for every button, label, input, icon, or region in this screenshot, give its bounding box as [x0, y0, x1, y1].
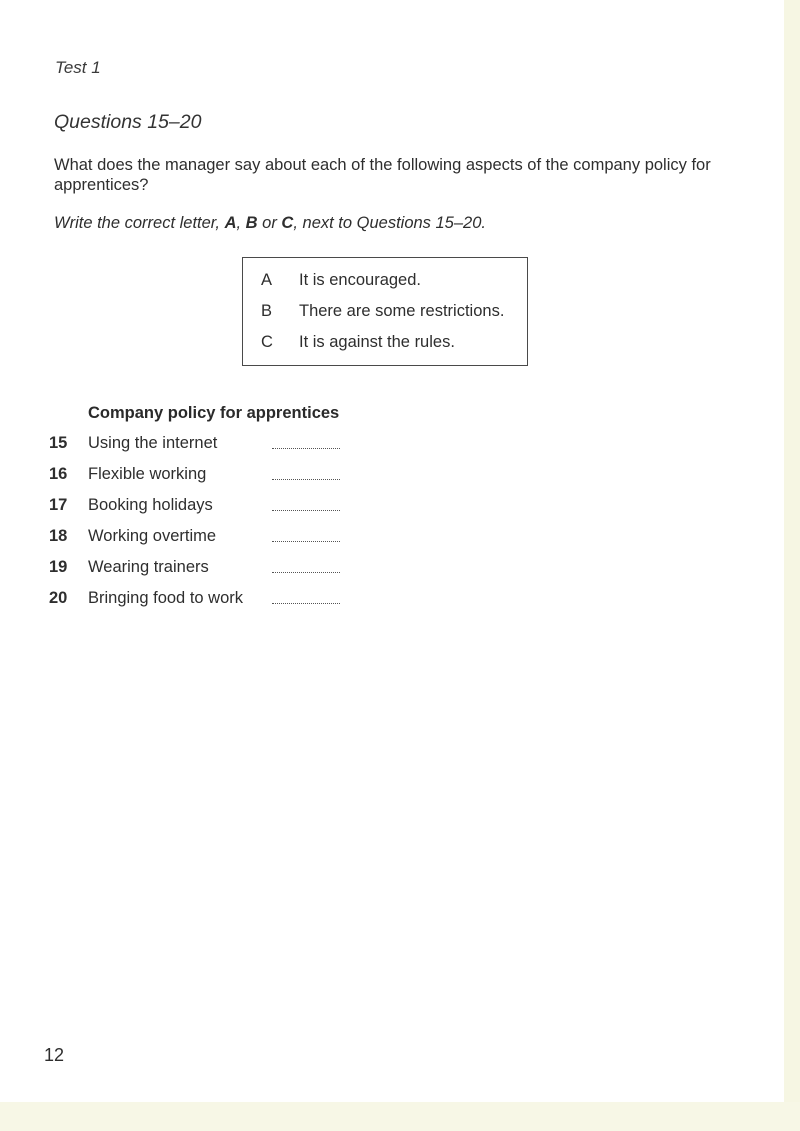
options-box — [242, 257, 528, 366]
running-head: Test 1 — [55, 58, 101, 77]
question-row-15 — [0, 434, 400, 458]
option-text: There are some restrictions. — [299, 302, 505, 320]
question-label: Booking holidays — [88, 496, 213, 514]
scan-edge-right — [784, 0, 800, 1131]
answer-blank[interactable] — [272, 572, 340, 573]
answer-blank[interactable] — [272, 510, 340, 511]
scan-edge-bottom — [0, 1102, 800, 1131]
question-number: 18 — [49, 527, 68, 545]
question-row-19 — [0, 558, 400, 582]
question-number: 15 — [49, 434, 68, 452]
answer-blank[interactable] — [272, 448, 340, 449]
question-number: 20 — [49, 589, 68, 607]
instruction — [54, 214, 486, 233]
option-letter: C — [261, 333, 273, 351]
answer-blank[interactable] — [272, 479, 340, 480]
instruction-letter-b: B — [245, 214, 258, 232]
question-text: What does the manager say about each of the following aspects of the company policy for apprentices? — [54, 156, 711, 194]
question-number: 16 — [49, 465, 68, 483]
instruction-letter-c: C — [281, 214, 294, 232]
question-number: 17 — [49, 496, 68, 514]
instruction-suffix: , next to Questions 15–20. — [293, 214, 486, 232]
option-letter: B — [261, 302, 273, 320]
section-title: Questions 15–20 — [54, 111, 202, 133]
page-number: 12 — [44, 1045, 65, 1065]
option-text: It is against the rules. — [299, 333, 455, 351]
instruction-letter-a: A — [224, 214, 237, 232]
instruction-prefix: Write the correct letter, — [54, 214, 225, 232]
option-text: It is encouraged. — [299, 271, 421, 289]
question-label: Flexible working — [88, 465, 207, 483]
question-label: Bringing food to work — [88, 589, 244, 607]
question-row-18 — [0, 527, 400, 551]
question-label: Using the internet — [88, 434, 218, 452]
question-row-17 — [0, 496, 400, 520]
instruction-or: or — [257, 214, 282, 232]
answer-blank[interactable] — [272, 603, 340, 604]
question-label: Working overtime — [88, 527, 217, 545]
instruction-sep: , — [236, 214, 246, 232]
question-row-20 — [0, 589, 400, 613]
policy-table-heading: Company policy for apprentices — [88, 404, 340, 422]
question-number: 19 — [49, 558, 68, 576]
option-letter: A — [261, 271, 273, 289]
question-label: Wearing trainers — [88, 558, 209, 576]
question-row-16 — [0, 465, 400, 489]
answer-blank[interactable] — [272, 541, 340, 542]
